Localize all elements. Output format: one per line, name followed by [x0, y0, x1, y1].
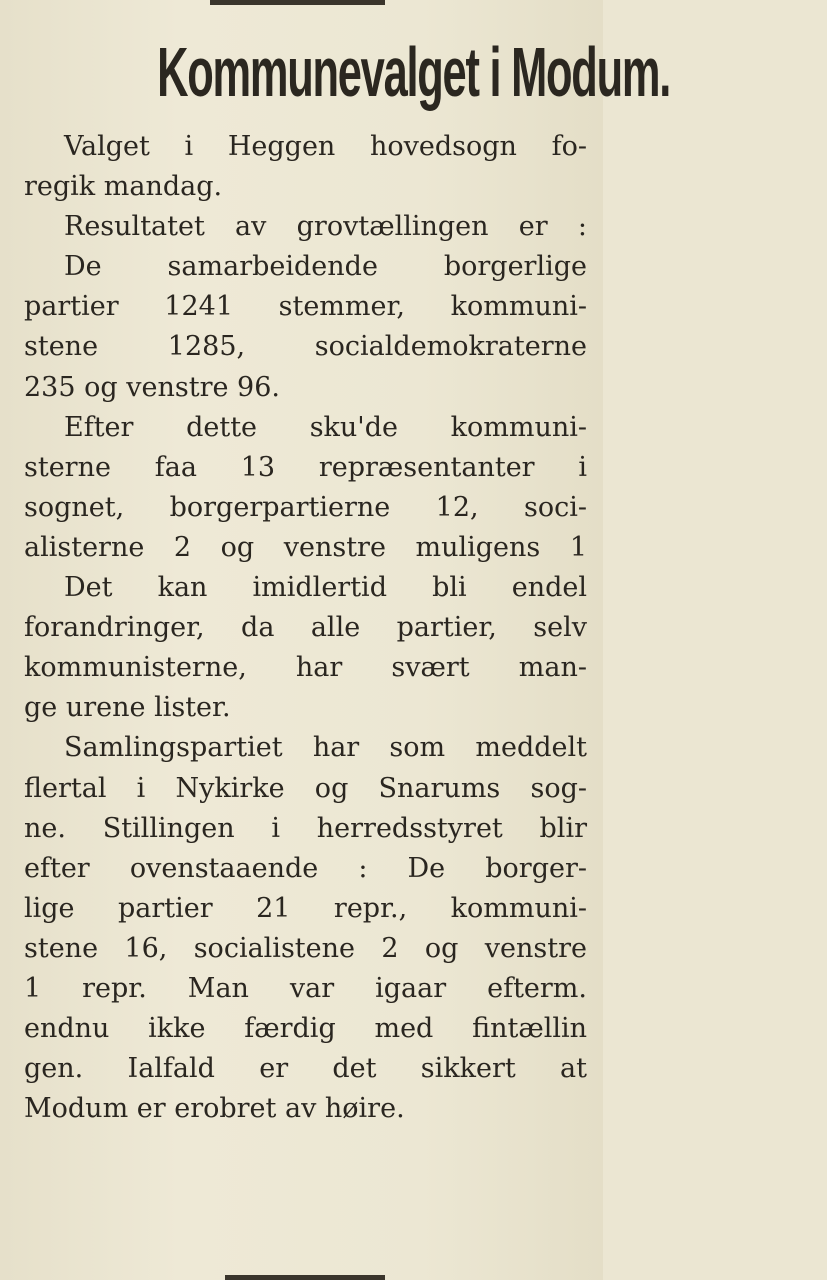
text-line: stene 16, socialistene 2 og venstre: [24, 932, 587, 964]
text-line: alisterne 2 og venstre muligens 1: [24, 531, 587, 563]
text-line: gen. Ialfald er det sikkert at: [24, 1053, 587, 1085]
text-line: Det kan imidlertid bli endel: [64, 572, 587, 604]
text-line: 235 og venstre 96.: [24, 371, 280, 403]
text-line: 1 repr. Man var igaar efterm.: [24, 972, 587, 1004]
text-line: stene 1285, socialdemokraterne: [24, 331, 587, 363]
text-line: Efter dette sku'de kommuni-: [64, 411, 587, 443]
text-line: Samlingspartiet har som meddelt: [64, 732, 587, 764]
text-line: flertal i Nykirke og Snarums sog-: [24, 772, 587, 804]
text-line: forandringer, da alle partier, selv: [24, 612, 587, 644]
text-line: Modum er erobret av høire.: [24, 1093, 405, 1125]
text-line: partier 1241 stemmer, kommuni-: [24, 291, 587, 323]
headline-text: Kommunevalget i Modum.: [157, 33, 671, 111]
text-line: kommunisterne, har svært man-: [24, 652, 587, 684]
text-line: sterne faa 13 repræsentanter i: [24, 451, 587, 483]
text-line: De samarbeidende borgerlige: [64, 251, 587, 283]
article-body: [24, 127, 587, 1129]
text-line: regik mandag.: [24, 171, 223, 203]
text-line: lige partier 21 repr., kommuni-: [24, 892, 587, 924]
text-line: ne. Stillingen i herredsstyret blir: [24, 812, 587, 844]
text-line: efter ovenstaaende : De borger-: [24, 852, 587, 884]
bottom-rule: [225, 1275, 385, 1280]
text-line: Valget i Heggen hovedsogn fo-: [64, 131, 587, 162]
top-rule: [210, 0, 385, 5]
text-line: Resultatet av grovtællingen er :: [64, 211, 587, 243]
headline: [0, 30, 671, 114]
text-line: ge urene lister.: [24, 692, 231, 724]
text-line: endnu ikke færdig med fintællin: [24, 1013, 587, 1045]
text-line: sognet, borgerpartierne 12, soci-: [24, 491, 587, 523]
